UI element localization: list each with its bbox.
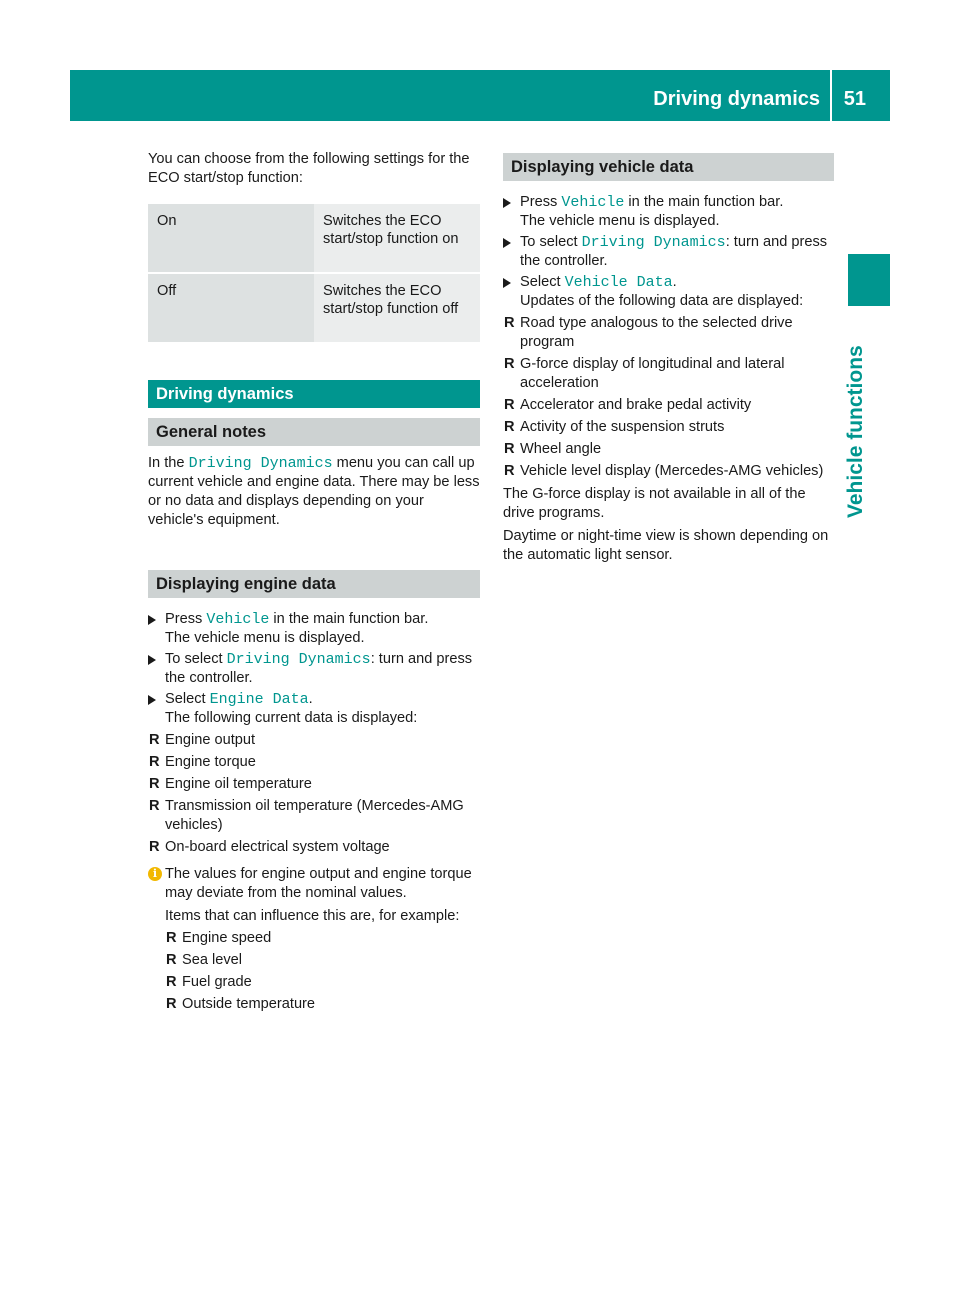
menu-item: Vehicle	[561, 194, 625, 211]
table-row	[148, 204, 480, 272]
text-segment: To select	[520, 234, 582, 250]
menu-name: Driving Dynamics	[188, 455, 333, 472]
bullet-r-icon: R	[166, 974, 177, 990]
list-item-text: G-force display of longitudinal and lateral acceleration	[520, 356, 785, 391]
setting-option: On	[148, 204, 314, 272]
step-result: The vehicle menu is displayed.	[520, 213, 720, 229]
list-item	[165, 951, 480, 970]
intro-text: You can choose from the following settings for the ECO start/stop function:	[148, 151, 470, 186]
list-item	[503, 314, 834, 352]
list-item-text: Vehicle level display (Mercedes-AMG vehicles)	[520, 463, 824, 479]
side-tab	[833, 300, 875, 530]
setting-description: Switches the ECO start/stop function on	[314, 204, 480, 272]
bullet-r-icon: R	[149, 839, 160, 855]
bullet-r-icon: R	[149, 776, 160, 792]
list-item-text: Wheel angle	[520, 441, 602, 457]
subsection-heading-vehicle-data: Displaying vehicle data	[503, 153, 834, 181]
setting-description: Switches the ECO start/stop function off	[314, 274, 480, 342]
section-heading: Driving dynamics	[148, 380, 480, 408]
instruction-step	[148, 690, 480, 728]
list-item-text: Engine torque	[165, 754, 256, 770]
bullet-r-icon: R	[166, 996, 177, 1012]
instruction-step	[503, 193, 834, 231]
bullet-r-icon: R	[149, 798, 160, 814]
text-segment: Press	[165, 611, 207, 627]
bullet-r-icon: R	[166, 952, 177, 968]
arrow-icon	[503, 238, 511, 248]
header-separator	[830, 70, 832, 121]
info-note	[148, 865, 480, 1014]
step-result: Updates of the following data are displayed:	[520, 293, 804, 309]
text-segment: In the	[148, 455, 189, 471]
bullet-r-icon: R	[504, 441, 515, 457]
bullet-r-icon: R	[504, 397, 515, 413]
text-segment: To select	[165, 651, 227, 667]
text-segment: Press	[520, 194, 562, 210]
list-item-text: Engine speed	[182, 930, 272, 946]
list-item-text: Sea level	[182, 952, 243, 968]
list-item	[503, 440, 834, 459]
right-column	[503, 153, 834, 567]
header-title: Driving dynamics	[653, 88, 820, 110]
list-item-text: Engine oil temperature	[165, 776, 312, 792]
menu-item: Vehicle Data	[564, 274, 673, 291]
text-segment: Select	[520, 274, 565, 290]
list-item	[148, 731, 480, 750]
arrow-icon	[148, 695, 156, 705]
text-segment: menu you can call up current vehicle and engine data. There may be less or no data and displays depending on your vehicle's equipment.	[148, 455, 480, 528]
note-text: Daytime or night-time view is shown depending on the automatic light sensor.	[503, 528, 829, 563]
note-text: The G-force display is not available in all of the drive programs.	[503, 486, 806, 521]
left-column	[148, 150, 480, 1014]
general-notes-text	[148, 454, 480, 530]
settings-table	[148, 204, 480, 342]
menu-item: Vehicle	[206, 611, 270, 628]
list-item-text: Transmission oil temperature (Mercedes-AMG vehicles)	[165, 798, 464, 833]
arrow-icon	[503, 198, 511, 208]
text-segment: .	[672, 274, 677, 290]
list-item	[165, 973, 480, 992]
list-item	[148, 753, 480, 772]
instruction-step	[148, 610, 480, 648]
arrow-icon	[148, 655, 156, 665]
info-text: The values for engine output and engine torque may deviate from the nominal values.	[165, 866, 472, 901]
list-item	[148, 838, 480, 857]
menu-item: Engine Data	[209, 691, 309, 708]
list-item	[148, 775, 480, 794]
page-number: 51	[843, 88, 866, 110]
subsection-heading-engine-data: Displaying engine data	[148, 570, 480, 598]
list-item-text: Road type analogous to the selected drive program	[520, 315, 793, 350]
subsection-heading-general-notes: General notes	[148, 418, 480, 446]
list-item-text: Engine output	[165, 732, 256, 748]
instruction-step	[503, 233, 834, 271]
info-icon: i	[148, 867, 162, 881]
arrow-icon	[148, 615, 156, 625]
text-segment: .	[308, 691, 313, 707]
list-item	[148, 797, 480, 835]
text-segment: : turn and press the controller.	[520, 234, 828, 269]
list-item	[165, 995, 480, 1014]
bullet-r-icon: R	[166, 930, 177, 946]
bullet-r-icon: R	[149, 754, 160, 770]
text-segment: in the main function bar.	[624, 194, 784, 210]
text-segment: in the main function bar.	[269, 611, 429, 627]
list-item-text: Fuel grade	[182, 974, 252, 990]
list-item	[503, 355, 834, 393]
instruction-step	[148, 650, 480, 688]
bullet-r-icon: R	[504, 419, 515, 435]
bullet-r-icon: R	[504, 315, 515, 331]
list-item	[503, 396, 834, 415]
bullet-r-icon: R	[504, 356, 515, 372]
list-item-text: Accelerator and brake pedal activity	[520, 397, 752, 413]
list-item	[503, 462, 834, 481]
bullet-r-icon: R	[504, 463, 515, 479]
setting-option: Off	[148, 274, 314, 342]
instruction-step	[503, 273, 834, 311]
step-result: The vehicle menu is displayed.	[165, 630, 365, 646]
bullet-r-icon: R	[149, 732, 160, 748]
list-item	[503, 418, 834, 437]
step-result: The following current data is displayed:	[165, 710, 418, 726]
arrow-icon	[503, 278, 511, 288]
info-text: Items that can influence this are, for example:	[165, 908, 460, 924]
list-item-text: On-board electrical system voltage	[165, 839, 390, 855]
text-segment: : turn and press the controller.	[165, 651, 473, 686]
list-item-text: Activity of the suspension struts	[520, 419, 725, 435]
side-tab-label: Vehicle functions	[844, 345, 867, 518]
table-row	[148, 274, 480, 342]
side-tab-marker	[848, 254, 890, 306]
menu-item: Driving Dynamics	[581, 234, 726, 251]
menu-item: Driving Dynamics	[226, 651, 371, 668]
text-segment: Select	[165, 691, 210, 707]
page-header	[70, 70, 890, 121]
list-item	[165, 929, 480, 948]
list-item-text: Outside temperature	[182, 996, 316, 1012]
